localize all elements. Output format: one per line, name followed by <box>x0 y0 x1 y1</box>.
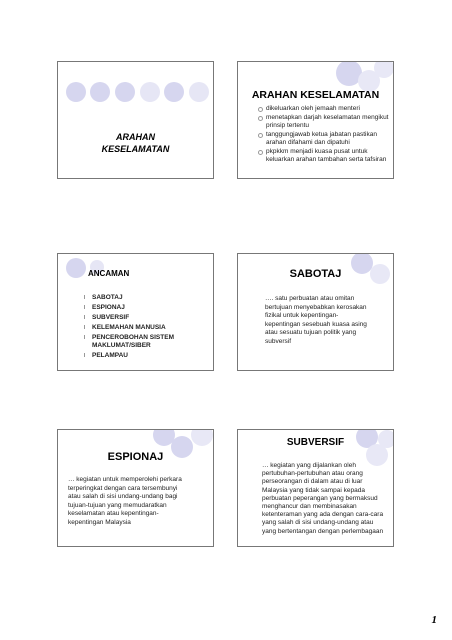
bullet-list <box>84 294 209 362</box>
slide-title: ARAHAN KESELAMATAN <box>251 89 380 101</box>
decorative-circle <box>189 82 209 102</box>
decorative-circle <box>90 82 110 102</box>
decorative-circle <box>374 61 394 78</box>
slide-subversif <box>237 429 394 547</box>
list-item: KELEMAHAN MANUSIA <box>84 324 209 332</box>
slide-title: ESPIONAJ <box>107 451 164 463</box>
decorative-circle <box>191 429 213 446</box>
slide-text: … kegiatan yang dijalankan oleh pertubuhan-pertubuhan atau orang perseorangan di dalam atau di luar Malaysia yang tidak sampai kepada perbuatan peperangan yang bermaksud menghancur dan membinasakan ketenteraman yang ada dengan cara-cara yang salah di sisi undang-undang atau yang bertentangan dengan perlembagaan <box>262 462 384 535</box>
list-item: menetapkan darjah keselamatan mengikut prinsip tertentu <box>258 114 390 130</box>
slide-sabotaj <box>237 253 394 371</box>
list-item: SUBVERSIF <box>84 314 209 322</box>
slide-text: … kegiatan untuk memperolehi perkara terperingkat dengan cara tersembunyi atau salah di sisi undang-undang bagi tujuan-tujuan yang memudaratkan keselamatan atau kepentingan-kepentingan Malaysia <box>68 476 182 526</box>
list-item: PENCEROBOHAN SISTEM MAKLUMAT/SIBER <box>84 334 209 350</box>
decorative-circle <box>115 82 135 102</box>
list-item: tanggungjawab ketua jabatan pastikan arahan difahami dan dipatuhi <box>258 131 390 147</box>
slide-espionaj <box>57 429 214 547</box>
page-number: 1 <box>431 614 437 626</box>
list-item: SABOTAJ <box>84 294 209 302</box>
decorative-circle <box>66 258 86 278</box>
decorative-circle <box>164 82 184 102</box>
slide-title: ARAHAN KESELAMATAN <box>101 132 170 154</box>
list-item: pkpkkm menjadi kuasa pusat untuk keluarkan arahan tambahan serta tafsiran <box>258 148 390 164</box>
bullet-list <box>258 105 390 165</box>
decorative-circle <box>66 82 86 102</box>
slide-title: SUBVERSIF <box>286 437 345 448</box>
slide-ancaman <box>57 253 214 371</box>
list-item: dikeluarkan oleh jemaah menteri <box>258 105 390 113</box>
list-item: ESPIONAJ <box>84 304 209 312</box>
slide-arahan-keselamatan <box>237 61 394 179</box>
slide-text: …. satu perbuatan atau omitan bertujuan menyebabkan kerosakan fizikal untuk kepentingan-kepentingan sesebuah kuasa asing atau sesuatu tujuan politik yang subversif <box>265 295 367 345</box>
decorative-circle <box>140 82 160 102</box>
slide-title: ANCAMAN <box>88 269 130 278</box>
slide-title: SABOTAJ <box>289 268 342 280</box>
slide-arahan-keselamatan-title <box>57 61 214 179</box>
list-item: PELAMPAU <box>84 352 209 360</box>
